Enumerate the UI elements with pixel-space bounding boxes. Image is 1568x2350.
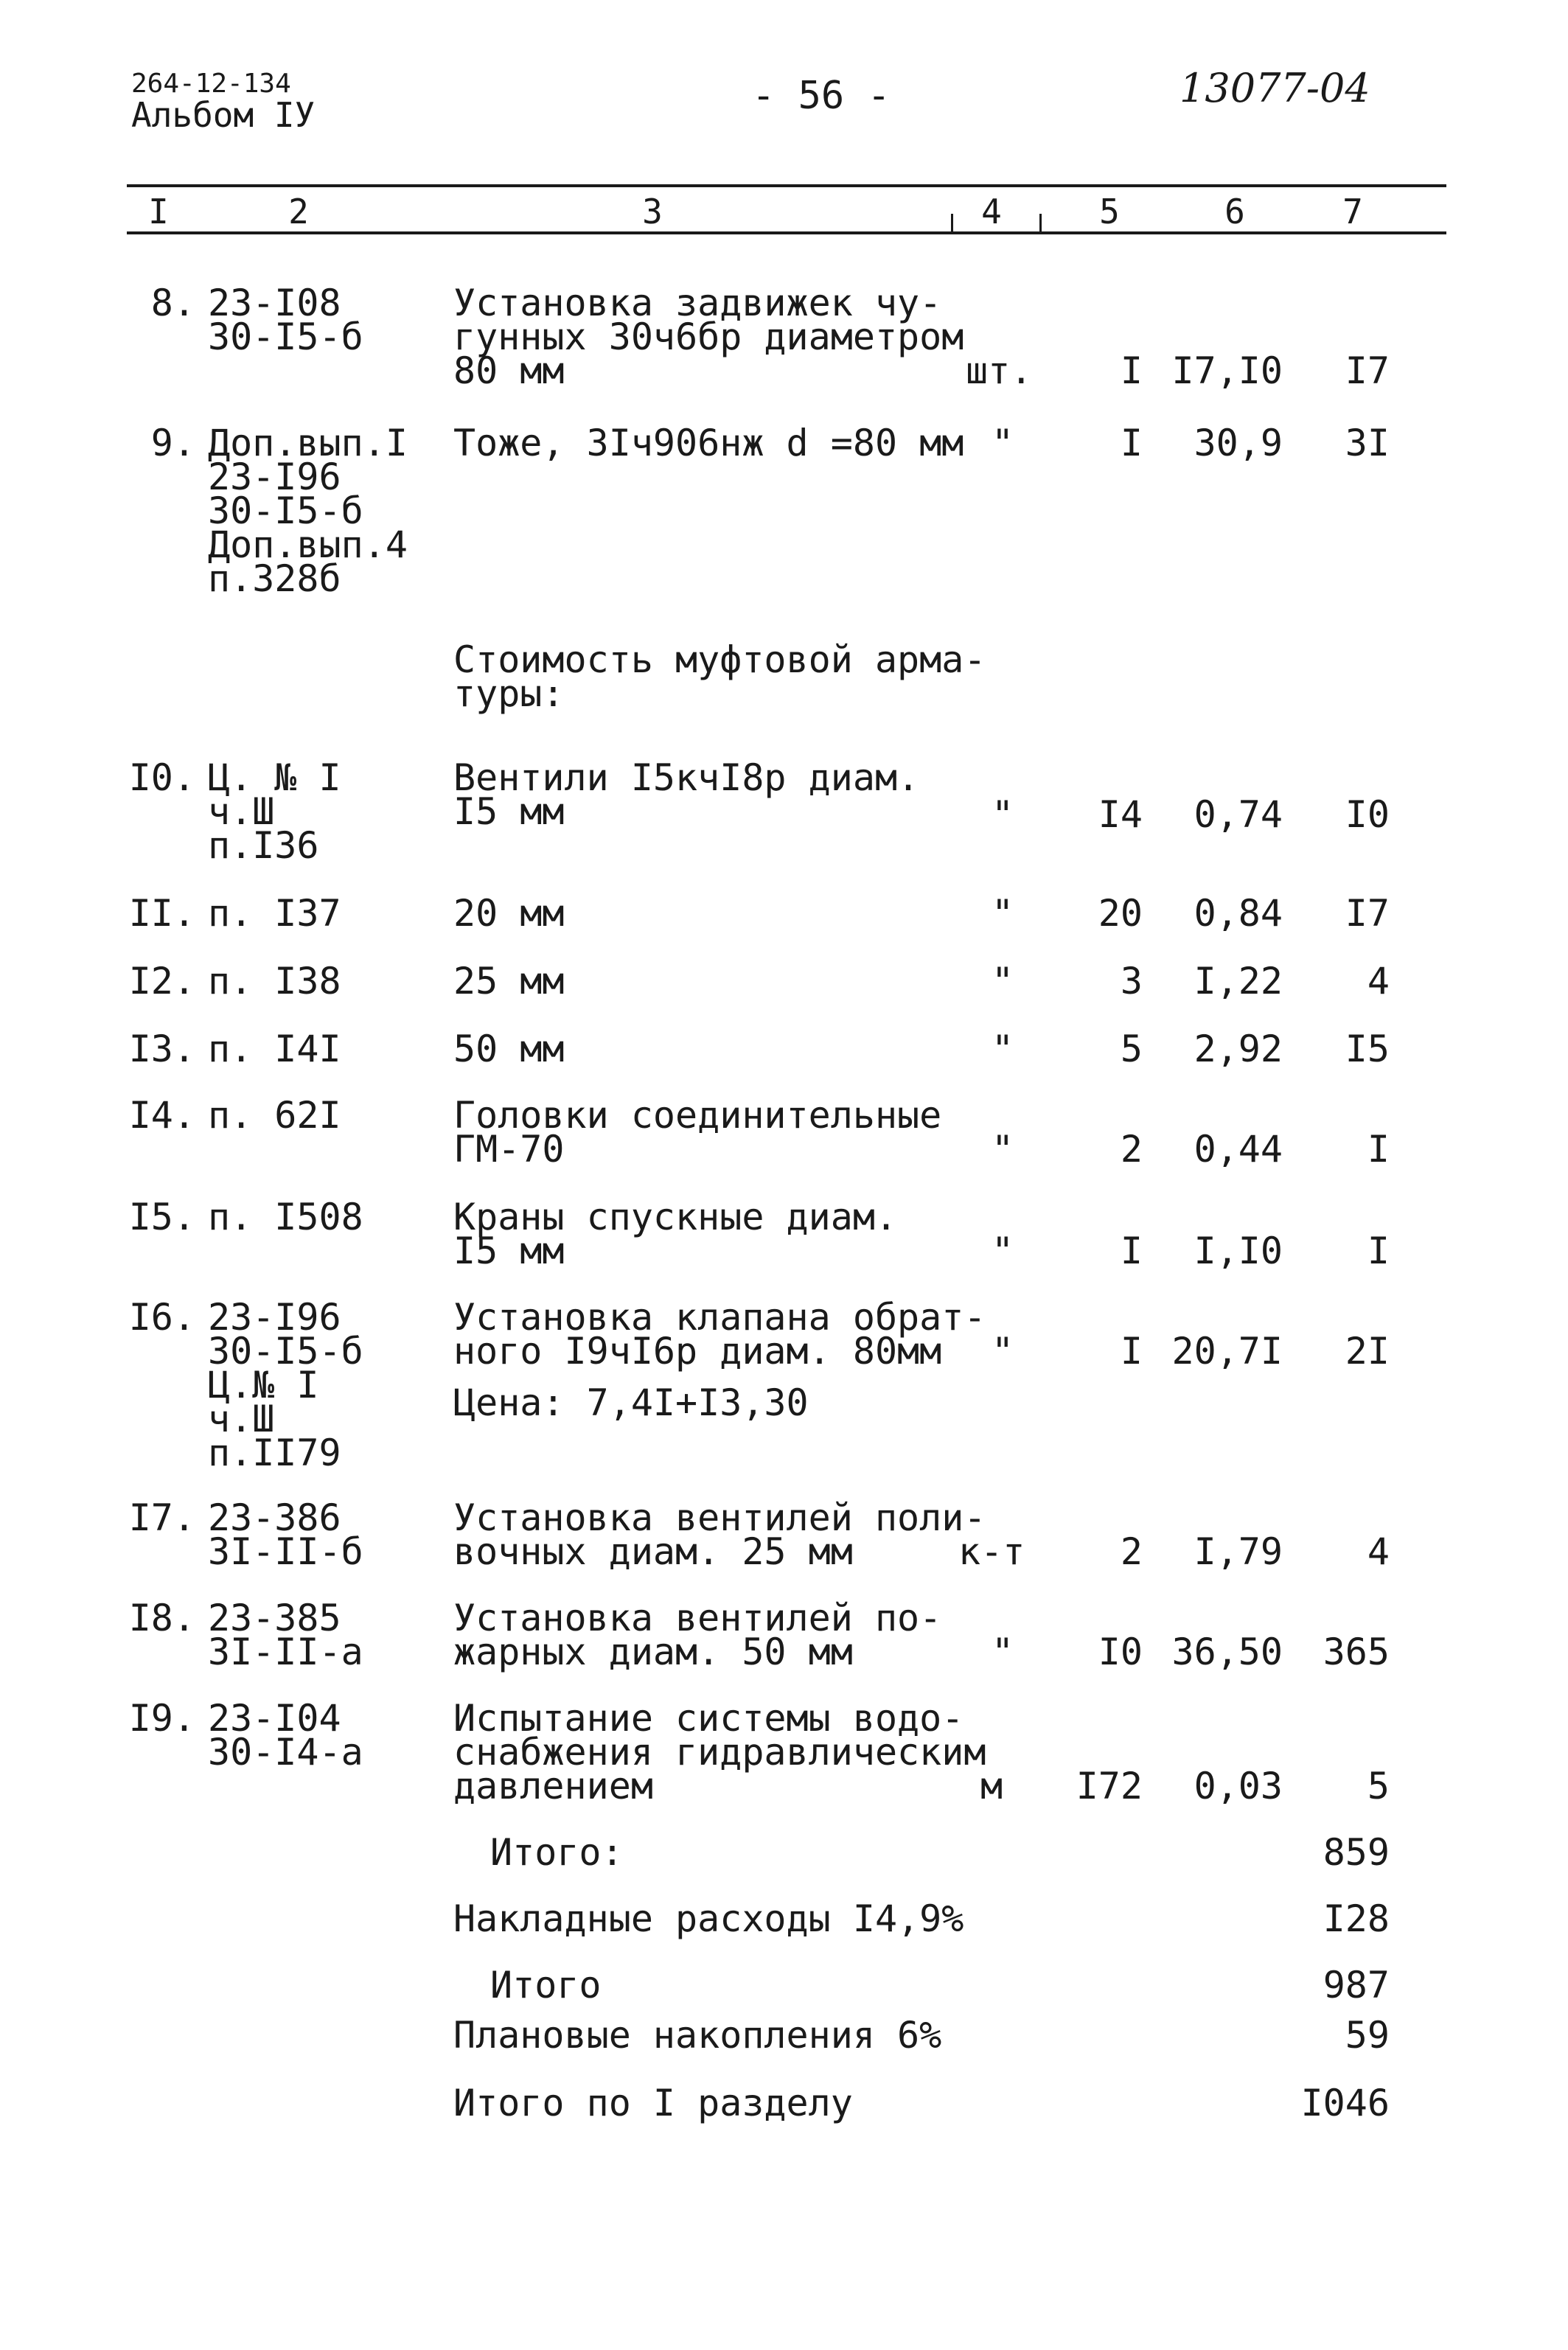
row-unit: " xyxy=(992,1128,1014,1171)
row-number: I5. xyxy=(128,1196,195,1238)
col4-separator-left xyxy=(951,214,953,231)
row-price: I,79 xyxy=(1194,1530,1283,1573)
handwritten-doc-number: 13077-04 xyxy=(1180,65,1370,111)
row-total: I0 xyxy=(1345,793,1390,836)
row-number: II. xyxy=(128,892,195,935)
row-description: жарных диам. 50 мм xyxy=(453,1631,853,1673)
col-header-5: 5 xyxy=(1099,192,1120,231)
row-quantity: I xyxy=(1120,1230,1143,1272)
row-description: давлением xyxy=(453,1765,653,1807)
row-unit: " xyxy=(992,793,1014,836)
row-unit: м xyxy=(980,1765,1003,1807)
row-quantity: I xyxy=(1120,349,1143,392)
row-code: п. I37 xyxy=(208,892,341,935)
row-description: гунных 30ч6бр диаметром xyxy=(453,315,964,358)
row-code: п. I508 xyxy=(208,1196,363,1238)
row-quantity: I xyxy=(1120,1330,1143,1373)
row-description: 25 мм xyxy=(453,960,565,1003)
row-description: ГМ-70 xyxy=(453,1128,565,1171)
row-description: Установка клапана обрат- xyxy=(453,1296,986,1339)
row-total: 5 xyxy=(1367,1765,1390,1807)
row-price: 0,84 xyxy=(1194,892,1283,935)
row-description: I5 мм xyxy=(453,790,565,833)
row-quantity: I0 xyxy=(1098,1631,1143,1673)
summary-label-subtotal: Итого: xyxy=(490,1831,624,1874)
row-price: 20,7I xyxy=(1171,1330,1283,1373)
row-code: 23-I96 xyxy=(208,456,341,498)
row-number: I6. xyxy=(128,1296,195,1339)
row-description: 20 мм xyxy=(453,892,565,935)
section-heading-line: Стоимость муфтовой арма- xyxy=(453,638,986,681)
row-code: 23-386 xyxy=(208,1496,341,1539)
row-description: Головки соединительные xyxy=(453,1094,942,1137)
col-header-6: 6 xyxy=(1224,192,1245,231)
row-price: 2,92 xyxy=(1194,1028,1283,1070)
col-header-2: 2 xyxy=(288,192,309,231)
row-total: 2I xyxy=(1345,1330,1390,1373)
row-quantity: I72 xyxy=(1076,1765,1143,1807)
summary-label-overhead: Накладные расходы I4,9% xyxy=(453,1897,964,1940)
row-total: I xyxy=(1367,1230,1390,1272)
row-quantity: 5 xyxy=(1120,1028,1143,1070)
col-header-3: 3 xyxy=(642,192,663,231)
row-code: п.II79 xyxy=(208,1432,341,1474)
row-description: Вентили I5кчI8р диам. xyxy=(453,756,920,799)
row-code: п.328б xyxy=(208,557,341,600)
row-quantity: 2 xyxy=(1120,1530,1143,1573)
row-code: 23-I04 xyxy=(208,1697,341,1740)
row-code: 3I-II-б xyxy=(208,1530,363,1573)
col-header-1: I xyxy=(148,192,169,231)
row-code: 30-I5-б xyxy=(208,489,363,532)
header-top-rule xyxy=(127,184,1446,187)
row-number: 8. xyxy=(150,282,195,324)
row-number: I7. xyxy=(128,1496,195,1539)
row-code: 23-I08 xyxy=(208,282,341,324)
row-description: Тоже, 3Iч906нж d =80 мм xyxy=(453,422,964,464)
summary-label-total: Итого xyxy=(490,1964,602,2006)
row-description: Установка вентилей поли- xyxy=(453,1496,986,1539)
row-description: Установка задвижек чу- xyxy=(453,282,942,324)
col-header-7: 7 xyxy=(1342,192,1363,231)
row-unit: " xyxy=(992,1230,1014,1272)
row-code: Ц. № I xyxy=(208,756,341,799)
row-price: 0,44 xyxy=(1194,1128,1283,1171)
summary-value-section-total: I046 xyxy=(1300,2082,1390,2124)
row-description: вочных диам. 25 мм xyxy=(453,1530,853,1573)
row-code: Доп.вып.I xyxy=(208,422,408,464)
row-code: 23-I96 xyxy=(208,1296,341,1339)
row-quantity: 3 xyxy=(1120,960,1143,1003)
album-label: Альбом IУ xyxy=(131,95,316,135)
summary-value-overhead: I28 xyxy=(1323,1897,1390,1940)
row-code: 30-I4-а xyxy=(208,1731,363,1774)
row-quantity: 2 xyxy=(1120,1128,1143,1171)
row-unit: шт. xyxy=(966,349,1033,392)
row-code: 30-I5-б xyxy=(208,1330,363,1373)
row-code: Доп.вып.4 xyxy=(208,523,408,566)
row-code: 23-385 xyxy=(208,1597,341,1639)
row-description: Установка вентилей по- xyxy=(453,1597,942,1639)
row-code: п.I36 xyxy=(208,824,319,867)
summary-value-total: 987 xyxy=(1323,1964,1390,2006)
row-number: I9. xyxy=(128,1697,195,1740)
row-description: Испытание системы водо- xyxy=(453,1697,964,1740)
price-formula: Цена: 7,4I+I3,30 xyxy=(453,1381,809,1424)
summary-value-subtotal: 859 xyxy=(1323,1831,1390,1874)
row-code: 30-I5-б xyxy=(208,315,363,358)
row-number: I0. xyxy=(128,756,195,799)
row-total: 3I xyxy=(1345,422,1390,464)
row-price: 36,50 xyxy=(1171,1631,1283,1673)
header-bottom-rule xyxy=(127,231,1446,234)
row-quantity: I xyxy=(1120,422,1143,464)
row-unit: " xyxy=(992,960,1014,1003)
row-total: I7 xyxy=(1345,892,1390,935)
row-number: I3. xyxy=(128,1028,195,1070)
row-number: I2. xyxy=(128,960,195,1003)
col4-separator-right xyxy=(1039,214,1042,231)
row-unit: " xyxy=(992,422,1014,464)
row-unit: " xyxy=(992,1330,1014,1373)
row-code: ч.Ш xyxy=(208,1398,275,1440)
row-code: п. I38 xyxy=(208,960,341,1003)
row-price: 0,03 xyxy=(1194,1765,1283,1807)
row-total: 4 xyxy=(1367,960,1390,1003)
row-code: ч.Ш xyxy=(208,790,275,833)
row-price: I,22 xyxy=(1194,960,1283,1003)
row-description: снабжения гидравлическим xyxy=(453,1731,986,1774)
row-description: I5 мм xyxy=(453,1230,565,1272)
summary-value-planned-savings: 59 xyxy=(1345,2014,1390,2057)
row-total: I7 xyxy=(1345,349,1390,392)
summary-label-planned-savings: Плановые накопления 6% xyxy=(453,2014,942,2057)
row-description: Краны спускные диам. xyxy=(453,1196,898,1238)
row-code: п. 62I xyxy=(208,1094,341,1137)
row-total: I5 xyxy=(1345,1028,1390,1070)
row-code: Ц.№ I xyxy=(208,1364,319,1406)
row-description: 50 мм xyxy=(453,1028,565,1070)
row-number: 9. xyxy=(150,422,195,464)
row-price: 30,9 xyxy=(1194,422,1283,464)
row-number: I4. xyxy=(128,1094,195,1137)
row-price: 0,74 xyxy=(1194,793,1283,836)
row-description: 80 мм xyxy=(453,349,565,392)
row-description: ного I9чI6р диам. 80мм xyxy=(453,1330,942,1373)
row-unit: " xyxy=(992,1028,1014,1070)
document-code: 264-12-134 xyxy=(131,69,291,99)
row-code: п. I4I xyxy=(208,1028,341,1070)
row-number: I8. xyxy=(128,1597,195,1639)
page-number: - 56 - xyxy=(752,74,891,118)
row-total: I xyxy=(1367,1128,1390,1171)
row-unit: " xyxy=(992,1631,1014,1673)
row-quantity: 20 xyxy=(1098,892,1143,935)
row-total: 4 xyxy=(1367,1530,1390,1573)
row-unit: " xyxy=(992,892,1014,935)
row-price: I7,I0 xyxy=(1171,349,1283,392)
summary-label-section-total: Итого по I разделу xyxy=(453,2082,853,2124)
row-quantity: I4 xyxy=(1098,793,1143,836)
row-unit: к-т xyxy=(958,1530,1025,1573)
row-code: 3I-II-а xyxy=(208,1631,363,1673)
row-price: I,I0 xyxy=(1194,1230,1283,1272)
row-total: 365 xyxy=(1323,1631,1390,1673)
col-header-4: 4 xyxy=(981,192,1002,231)
section-heading-line: туры: xyxy=(453,672,565,715)
